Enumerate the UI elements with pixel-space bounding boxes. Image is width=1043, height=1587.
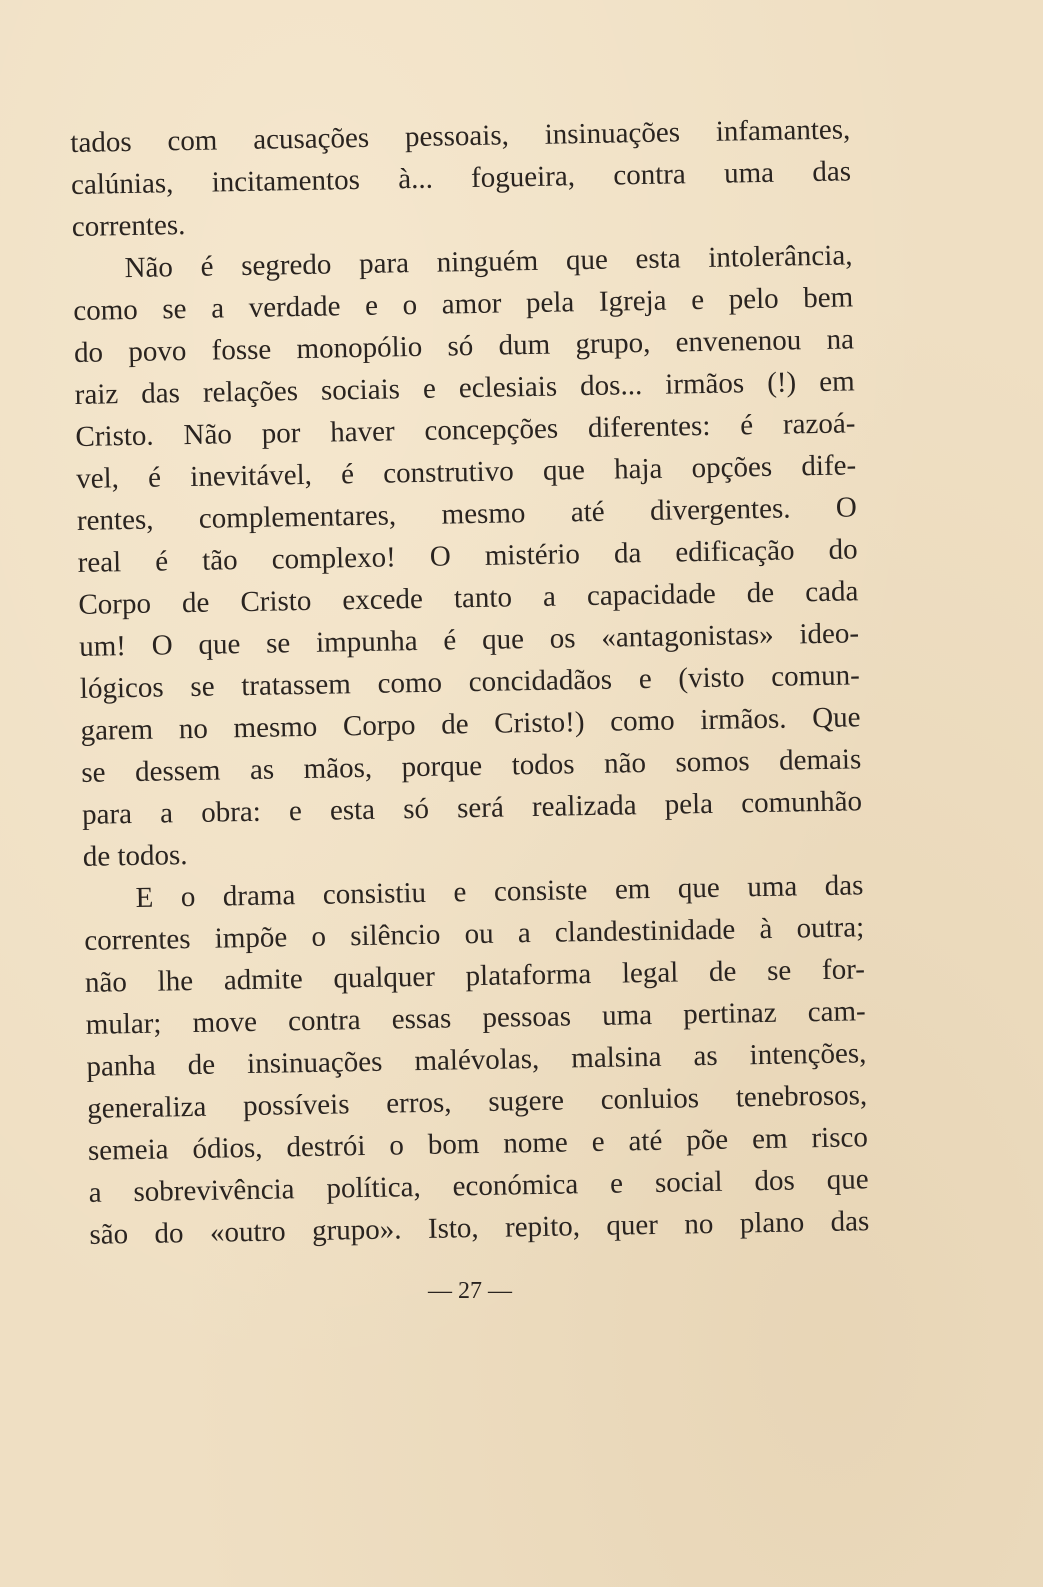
text-line: do povo fosse monopólio só dum grupo, envenenou na [73,323,855,369]
text-line: correntes. [71,209,186,243]
text-line: garem no mesmo Corpo de Cristo!) como irmãos. Que [80,701,861,747]
text-line: de todos. [82,839,188,873]
text-line: não lhe admite qualquer plataforma legal de se for- [84,953,866,999]
text-line: Cristo. Não por haver concepções diferentes: é razoá- [75,407,856,453]
text-line: semeia ódios, destrói o bom nome e até põe em risco [87,1121,869,1167]
text-line: calúnias, incitamentos à... fogueira, contra uma das [70,155,852,201]
text-line: correntes impõe o silêncio ou a clandestinidade à outra; [84,911,865,957]
text-line: generaliza possíveis erros, sugere conluios tenebrosos, [86,1079,868,1125]
text-line: tados com acusações pessoais, insinuações infamantes, [70,113,851,159]
text-line: para a obra: e esta só será realizada pela comunhão [81,785,863,831]
text-line: lógicos se tratassem como concidadãos e (visto comun- [79,659,861,705]
text-line: Corpo de Cristo excede tanto a capacidade de cada [78,575,859,621]
text-line: real é tão complexo! O mistério da edificação do [77,533,858,579]
text-line: se dessem as mãos, porque todos não somos demais [81,743,862,789]
page-number: — 27 — [428,1278,512,1304]
body-text [70,108,870,1255]
text-line: Não é segredo para ninguém que esta intolerância, [124,239,853,285]
text-line: panha de insinuações malévolas, malsina as intenções, [86,1037,867,1083]
text-line: raiz das relações sociais e eclesiais dos... irmãos (!) em [74,365,855,411]
text-line: vel, é inevitável, é construtivo que haja opções dife- [75,449,857,495]
text-line: como se a verdade e o amor pela Igreja e pelo bem [73,281,854,327]
text-line: rentes, complementares, mesmo até divergentes. O [76,491,858,537]
text-line: são do «outro grupo». Isto, repito, quer no plano das [89,1205,870,1251]
text-line: um! O que se impunha é que os «antagonistas» ideo- [78,617,860,663]
text-line: mular; move contra essas pessoas uma pertinaz cam- [85,995,866,1041]
text-line: E o drama consistiu e consiste em que uma das [135,869,864,914]
text-line: a sobrevivência política, económica e social dos que [88,1163,869,1209]
